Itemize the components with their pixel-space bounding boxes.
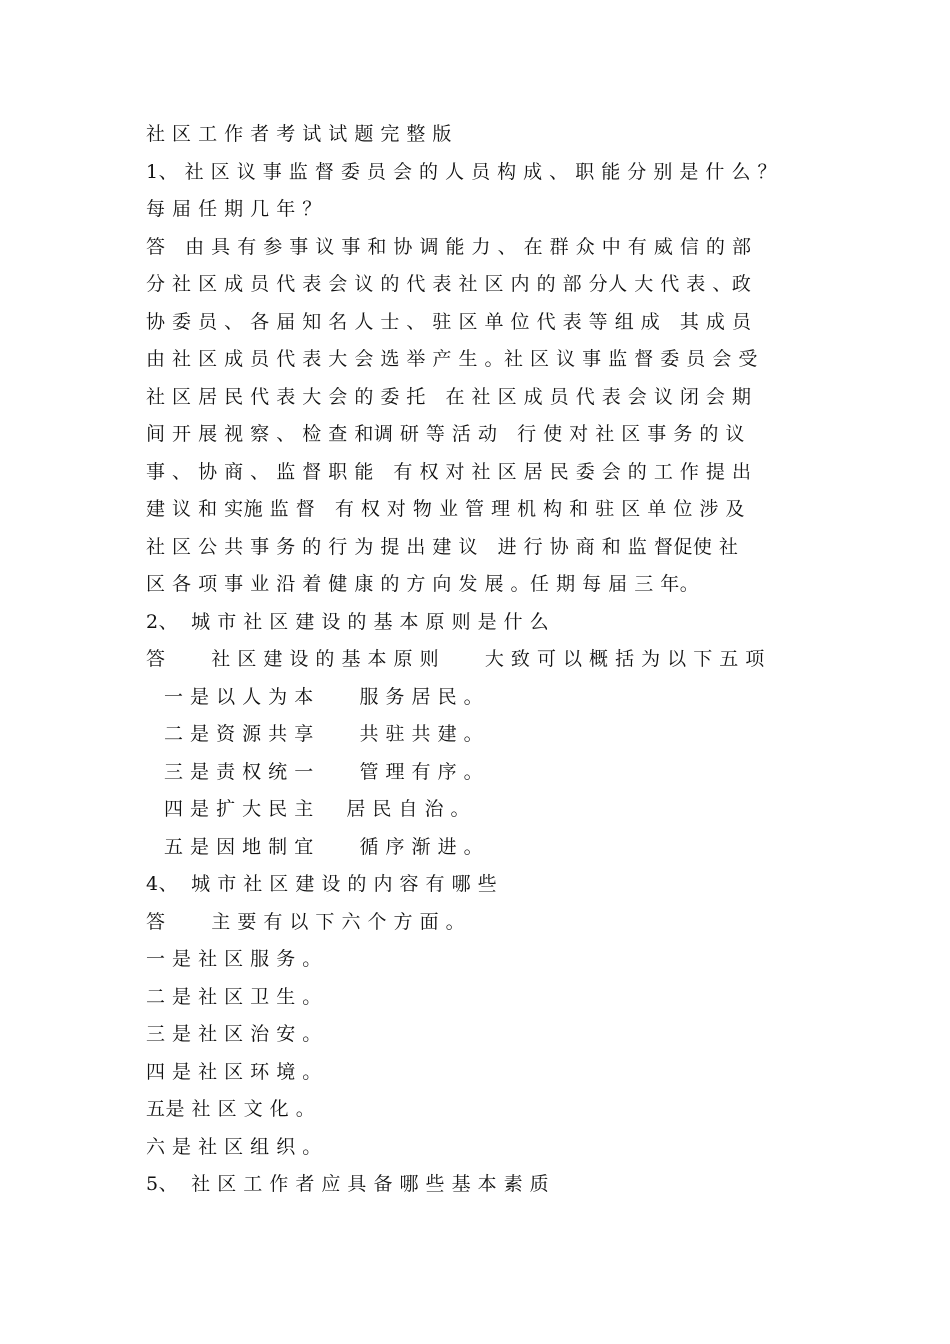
content-item-6: 六 是 社 区 组 织 。 [146, 1135, 322, 1158]
answer-4-intro: 答 主 要 有 以 下 六 个 方 面 。 [146, 910, 466, 933]
principle-4: 四 是 扩 大 民 主 居 民 自 治 。 [164, 798, 471, 820]
question-4: 4、 城 市 社 区 建 设 的 内 容 有 哪 些 [146, 873, 498, 895]
answer-1-line-7: 事 、 协 商 、 监 督 职 能 有 权 对 社 区 居 民 委 会 的 工 作 提 出 [146, 460, 752, 483]
content-item-5: 五是 社 区 文 化 。 [146, 1098, 316, 1120]
content-item-4: 四 是 社 区 环 境 。 [146, 1060, 322, 1083]
answer-1-line-3: 协 委 员 、 各 届 知 名 人 士 、 驻 区 单 位 代 表 等 组 成 其 成 员 [146, 310, 752, 333]
answer-1-line-8: 建 议 和 实施 监 督 有 权 对 物 业 管 理 机 构 和 驻 区 单 位 涉 及 [146, 498, 745, 520]
document-title: 社 区 工 作 者 考 试 试 题 完 整 版 [146, 123, 452, 145]
answer-1-line-1: 答 由 具 有 参 事 议 事 和 协 调 能 力 、 在 群 众 中 有 威 信 的 部 [146, 235, 752, 258]
question-1-line-2: 每 届 任 期 几 年 ？ [146, 198, 322, 220]
question-1-line-1: 1、 社 区 议 事 监 督 委 员 会 的 人 员 构 成 、 职 能 分 别 是 什 么 ？ [146, 160, 777, 183]
principle-5: 五 是 因 地 制 宜 循 序 渐 进 。 [164, 835, 484, 858]
document-body [146, 116, 826, 1204]
question-2: 2、 城 市 社 区 建 设 的 基 本 原 则 是 什 么 [146, 610, 550, 633]
principle-2: 二 是 资 源 共 享 共 驻 共 建 。 [164, 723, 484, 745]
answer-1-line-4: 由 社 区 成 员 代 表 大 会 选 举 产 生 。社 区 议 事 监 督 委 员 会 受 [146, 348, 758, 370]
answer-2-intro: 答 社 区 建 设 的 基 本 原 则 大 致 可 以 概 括 为 以 下 五 项 [146, 648, 765, 670]
content-item-3: 三 是 社 区 治 安 。 [146, 1023, 322, 1045]
question-5: 5、 社 区 工 作 者 应 具 备 哪 些 基 本 素 质 [146, 1173, 550, 1195]
answer-1-line-2: 分 社 区 成 员 代 表 会 议 的 代 表 社 区 内 的 部 分人 大 代 表 、政 [146, 273, 752, 295]
content-item-2: 二 是 社 区 卫 生 。 [146, 985, 322, 1008]
principle-3: 三 是 责 权 统 一 管 理 有 序 。 [164, 760, 484, 783]
answer-1-line-5: 社 区 居 民 代 表 大 会 的 委 托 在 社 区 成 员 代 表 会 议 闭 会 期 [146, 385, 752, 408]
answer-1-line-10: 区 各 项 事 业 沿 着 健 康 的 方 向 发 展 。任 期 每 届 三 年。 [146, 573, 700, 595]
answer-1-line-9: 社 区 公 共 事 务 的 行 为 提 出 建 议 进 行 协 商 和 监 督促使 社 [146, 535, 739, 558]
content-item-1: 一 是 社 区 服 务 。 [146, 948, 322, 970]
answer-1-line-6: 间 开 展 视 察 、 检 查 和调 研 等 活 动 行 使 对 社 区 事 务 的 议 [146, 423, 745, 445]
principle-1: 一 是 以 人 为 本 服 务 居 民 。 [164, 685, 484, 708]
